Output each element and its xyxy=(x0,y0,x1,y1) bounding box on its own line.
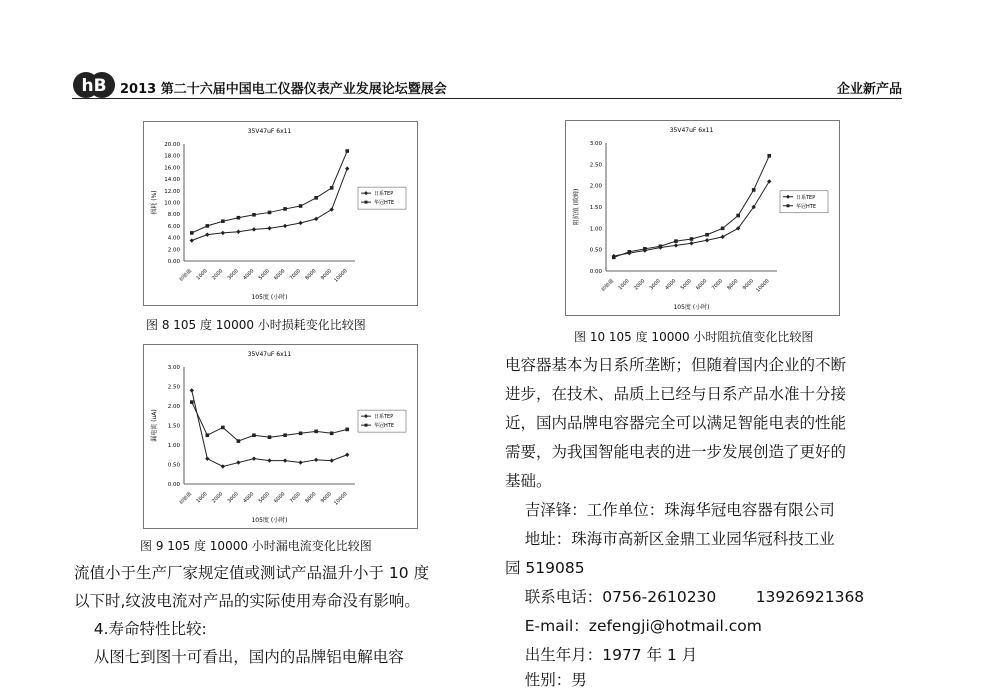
c2-data-point xyxy=(659,244,663,248)
c1-series-line-0 xyxy=(192,390,347,466)
c0-data-point xyxy=(206,224,210,228)
author-name-line: 吉泽锋：工作单位：珠海华冠电容器有限公司 xyxy=(505,501,835,519)
right-text-line: 近，国内品牌电容器完全可以满足智能电表的性能 xyxy=(505,414,847,432)
c0-data-point xyxy=(283,224,287,228)
left-text-line: 以下时,纹波电流对产品的实际使用寿命没有影响。 xyxy=(74,592,420,610)
c1-data-point xyxy=(345,428,349,432)
c1-data-point xyxy=(314,430,318,434)
c0-x-tick-label: 6000 xyxy=(273,268,287,282)
c0-y-tick-label: 0.00 xyxy=(167,259,180,265)
c2-y-tick-label: 0.00 xyxy=(589,269,602,275)
c0-y-tick-label: 20.00 xyxy=(164,142,180,148)
c0-x-tick-label: 8000 xyxy=(304,268,318,282)
c2-data-point xyxy=(705,238,709,242)
c1-data-point xyxy=(221,464,225,468)
c0-legend-marker xyxy=(364,191,368,195)
c1-y-tick-label: 0.50 xyxy=(167,462,180,469)
c0-y-tick-label: 14.00 xyxy=(164,177,180,184)
c1-title: 35V47uF 6x11 xyxy=(247,351,292,358)
c0-y-tick-label: 16.00 xyxy=(164,165,180,172)
address-line: 园 519085 xyxy=(505,559,585,577)
c2-data-point xyxy=(690,237,694,241)
c1-x-axis-label: 105度 (小时) xyxy=(251,517,288,524)
c0-data-point xyxy=(345,166,349,170)
c1-data-point xyxy=(298,460,302,464)
left-text-line: 4.寿命特性比较: xyxy=(74,620,207,638)
c1-data-point xyxy=(283,433,287,437)
caption-fig8: 图 8 105 度 10000 小时损耗变化比较图 xyxy=(146,318,366,332)
c2-x-tick-label: 7000 xyxy=(710,278,725,292)
c1-y-tick-label: 1.00 xyxy=(167,443,180,449)
c0-x-tick-label: 5000 xyxy=(257,268,271,282)
c0-data-point xyxy=(314,196,318,200)
c0-data-point xyxy=(190,238,194,242)
c1-x-tick-label: 3000 xyxy=(226,491,240,505)
c0-x-axis-label: 105度 (小时) xyxy=(251,294,288,301)
c1-data-point xyxy=(206,433,210,437)
c1-data-point xyxy=(330,432,334,436)
c2-legend-label: 华冠HTE xyxy=(796,203,816,210)
header-title: 2013 第二十六届中国电工仪器仪表产业发展论坛暨展会 xyxy=(120,82,447,97)
c1-legend-marker xyxy=(365,424,368,427)
c0-data-point xyxy=(329,207,333,211)
c1-data-point xyxy=(329,458,333,462)
c0-data-point xyxy=(345,149,349,153)
c2-x-tick-label: 6000 xyxy=(695,278,709,292)
c0-data-point xyxy=(298,221,302,225)
c0-data-point xyxy=(221,219,225,223)
c1-data-point xyxy=(236,460,240,464)
c1-data-point xyxy=(252,433,256,437)
c0-x-tick-label: 10000 xyxy=(333,268,349,284)
c2-legend-label: 日系TEP xyxy=(796,194,816,201)
c1-data-point xyxy=(205,456,209,460)
page-header xyxy=(72,70,902,99)
c1-data-point xyxy=(221,426,225,430)
chart-fig9 xyxy=(143,344,418,529)
c2-legend-marker xyxy=(786,195,790,199)
c2-y-tick-label: 0.50 xyxy=(589,247,602,254)
c2-x-tick-label: 1000 xyxy=(617,278,631,292)
c0-data-point xyxy=(268,211,272,215)
c0-data-point xyxy=(236,230,240,234)
c0-data-point xyxy=(267,226,271,230)
c1-data-point xyxy=(190,388,194,392)
c0-y-tick-label: 4.00 xyxy=(167,235,180,242)
c0-data-point xyxy=(205,232,209,236)
email-line: E-mail：zefengji@hotmail.com xyxy=(505,617,762,635)
c2-data-point xyxy=(767,179,771,183)
c2-data-point xyxy=(612,256,616,260)
c0-title: 35V47uF 6x11 xyxy=(247,128,292,135)
c1-legend-marker xyxy=(364,414,368,418)
c0-series-line-1 xyxy=(192,151,347,233)
c0-data-point xyxy=(283,207,287,211)
c1-y-tick-label: 0.00 xyxy=(167,482,180,488)
c0-y-tick-label: 12.00 xyxy=(164,188,180,195)
c0-x-tick-label: 初始值 xyxy=(178,268,194,284)
c1-data-point xyxy=(314,458,318,462)
phone-line: 联系电话：0756-2610230 13926921368 xyxy=(505,588,865,606)
c1-y-tick-label: 2.00 xyxy=(167,404,180,410)
c2-x-tick-label: 9000 xyxy=(741,278,756,292)
c0-legend-label: 华冠HTE xyxy=(374,200,394,207)
c2-data-point xyxy=(752,188,756,192)
c1-data-point xyxy=(252,456,256,460)
address-line: 地址：珠海市高新区金鼎工业园华冠科技工业 xyxy=(505,530,835,548)
c1-x-tick-label: 5000 xyxy=(257,491,271,505)
c2-y-tick-label: 2.50 xyxy=(589,162,602,169)
c2-data-point xyxy=(720,235,724,239)
c0-y-tick-label: 2.00 xyxy=(167,247,180,254)
c0-data-point xyxy=(330,186,334,190)
c2-y-axis-label: 阻抗值 (欧姆) xyxy=(573,188,580,226)
c0-legend-label: 日系TEP xyxy=(374,191,394,198)
header-section: 企业新产品 xyxy=(836,82,902,97)
right-text-line: 电容器基本为日系所垄断；但随着国内企业的不断 xyxy=(505,356,847,374)
c2-x-axis-label: 105度 (小时) xyxy=(673,304,710,311)
chart-fig10 xyxy=(565,120,840,316)
logo-text: hB xyxy=(81,76,107,96)
c0-x-tick-label: 4000 xyxy=(242,268,256,282)
c2-y-tick-label: 1.00 xyxy=(589,226,602,233)
c0-x-tick-label: 9000 xyxy=(319,268,334,282)
c2-data-point xyxy=(674,239,678,243)
c2-data-point xyxy=(674,243,678,247)
c0-data-point xyxy=(252,227,256,231)
c2-legend-marker xyxy=(787,204,790,207)
c1-data-point xyxy=(237,439,241,443)
c0-x-tick-label: 3000 xyxy=(226,268,240,282)
right-text-line: 需要，为我国智能电表的进一步发展创造了更好的 xyxy=(505,443,847,461)
c1-y-axis-label: 漏电流 (uA) xyxy=(151,409,158,442)
c2-y-tick-label: 3.00 xyxy=(589,141,602,147)
c0-data-point xyxy=(299,204,303,208)
c0-y-tick-label: 6.00 xyxy=(167,223,180,230)
c1-x-tick-label: 7000 xyxy=(288,491,303,505)
c1-x-tick-label: 6000 xyxy=(273,491,287,505)
c2-y-tick-label: 2.00 xyxy=(589,183,602,190)
c1-legend-label: 日系TEP xyxy=(374,414,394,421)
left-text-line: 流值小于生产厂家规定值或测试产品温升小于 10 度 xyxy=(74,564,430,582)
c1-data-point xyxy=(267,458,271,462)
c0-x-tick-label: 2000 xyxy=(211,268,225,282)
left-text-line: 从图七到图十可看出，国内的品牌铝电解电容 xyxy=(74,648,404,666)
c0-data-point xyxy=(237,216,241,220)
c0-legend-marker xyxy=(365,201,368,204)
birth-line: 出生年月：1977 年 1 月 xyxy=(505,646,698,664)
c2-title: 35V47uF 6x11 xyxy=(669,127,714,134)
right-text-line: 进步，在技术、品质上已经与日系产品水准十分接 xyxy=(505,385,847,403)
c0-data-point xyxy=(190,231,194,235)
c1-data-point xyxy=(268,435,272,439)
c1-series-line-1 xyxy=(192,402,347,441)
c1-data-point xyxy=(190,400,194,404)
c1-x-tick-label: 初始值 xyxy=(178,491,194,507)
c1-legend-label: 华冠HTE xyxy=(374,423,394,430)
c1-data-point xyxy=(299,432,303,436)
c2-x-tick-label: 5000 xyxy=(679,278,693,292)
caption-fig10: 图 10 105 度 10000 小时阻抗值变化比较图 xyxy=(574,330,814,344)
c2-data-point xyxy=(689,241,693,245)
chart-fig9-svg xyxy=(144,345,417,528)
c2-data-point xyxy=(736,214,740,218)
c2-data-point xyxy=(705,233,709,237)
c1-y-tick-label: 3.00 xyxy=(167,365,180,371)
c1-y-tick-label: 2.50 xyxy=(167,384,180,391)
c1-x-tick-label: 9000 xyxy=(319,491,334,505)
c1-data-point xyxy=(345,453,349,457)
conference-logo xyxy=(72,70,116,100)
c0-y-tick-label: 10.00 xyxy=(164,200,180,207)
right-text-line: 基础。 xyxy=(505,472,552,490)
c2-data-point xyxy=(628,250,632,254)
c2-x-tick-label: 10000 xyxy=(755,278,771,294)
gender-line: 性别：男 xyxy=(505,671,587,689)
c2-data-point xyxy=(767,154,771,158)
c1-x-tick-label: 1000 xyxy=(195,491,209,505)
c2-data-point xyxy=(643,247,647,251)
c1-x-tick-label: 4000 xyxy=(242,491,256,505)
c2-x-tick-label: 初始值 xyxy=(600,278,616,294)
c0-y-axis-label: 损耗 (%) xyxy=(151,190,158,215)
c1-data-point xyxy=(283,458,287,462)
chart-fig8 xyxy=(143,121,418,306)
c1-x-tick-label: 8000 xyxy=(304,491,318,505)
c0-data-point xyxy=(221,231,225,235)
c0-data-point xyxy=(252,213,256,217)
c0-data-point xyxy=(314,217,318,221)
c2-x-tick-label: 8000 xyxy=(726,278,740,292)
c0-y-tick-label: 18.00 xyxy=(164,153,180,160)
chart-fig10-svg xyxy=(566,121,839,315)
c0-y-tick-label: 8.00 xyxy=(167,212,180,219)
c1-y-tick-label: 1.50 xyxy=(167,423,180,430)
c0-x-tick-label: 7000 xyxy=(288,268,303,282)
c1-x-tick-label: 2000 xyxy=(211,491,225,505)
c2-x-tick-label: 2000 xyxy=(633,278,647,292)
c2-y-tick-label: 1.50 xyxy=(589,205,602,211)
caption-fig9: 图 9 105 度 10000 小时漏电流变化比较图 xyxy=(140,539,372,553)
c0-x-tick-label: 1000 xyxy=(195,268,209,282)
c1-x-tick-label: 10000 xyxy=(333,491,349,507)
c2-x-tick-label: 3000 xyxy=(648,278,662,292)
chart-fig8-svg xyxy=(144,122,417,305)
c2-x-tick-label: 4000 xyxy=(664,278,678,292)
c2-data-point xyxy=(721,227,725,231)
